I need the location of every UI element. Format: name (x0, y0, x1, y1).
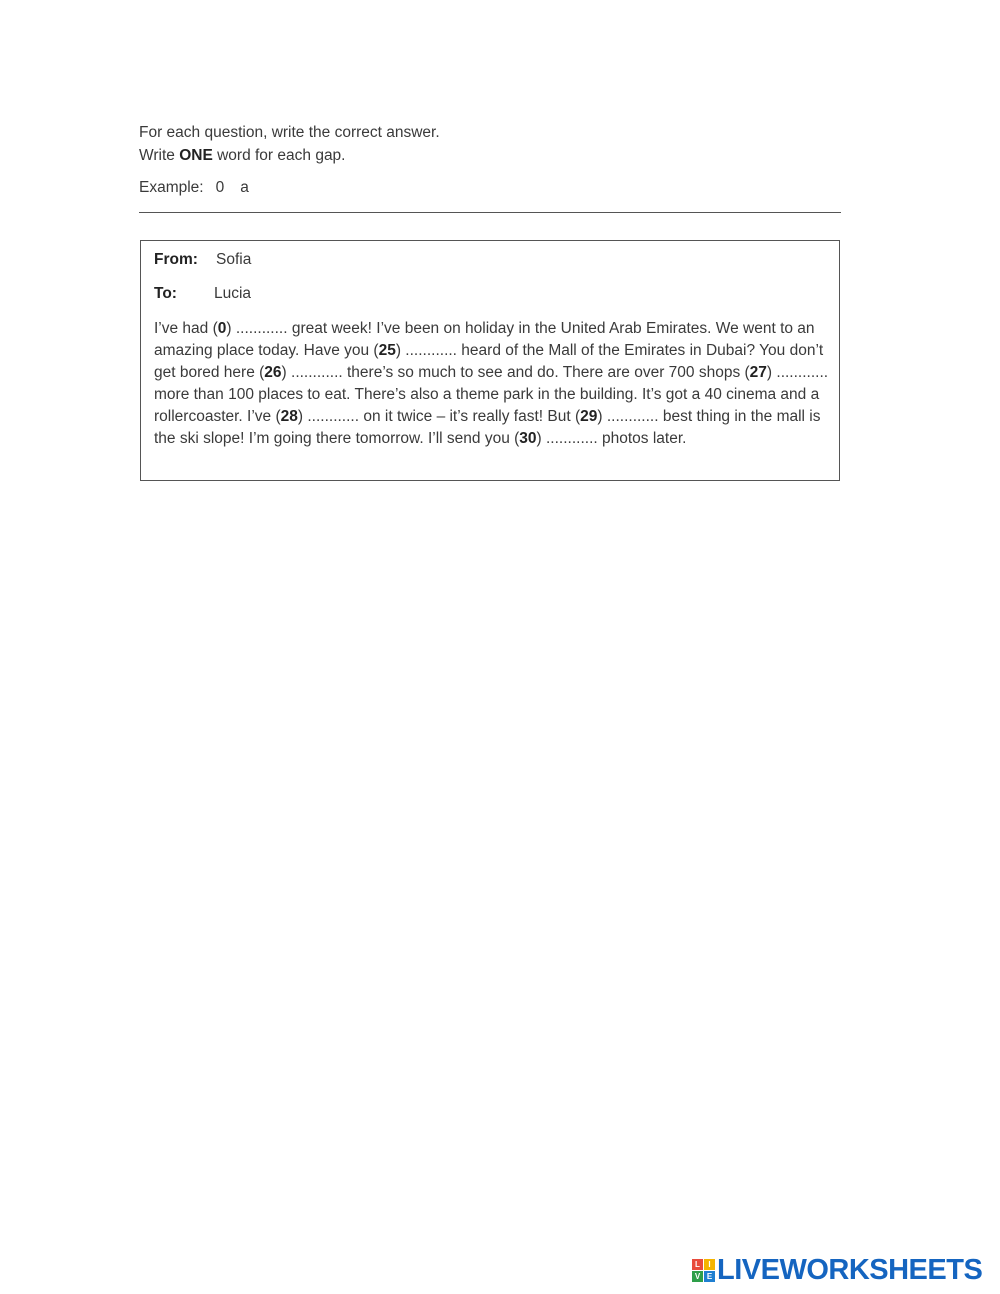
message-text: ) ............ heard of the Mall of the Emirates in Dubai? You don’t get bored here ( (154, 342, 824, 381)
instructions (139, 121, 440, 167)
logo-mark-letter: I (704, 1259, 715, 1270)
example-answer: a (240, 179, 249, 196)
instruction-line-1: For each question, write the correct answer. (139, 124, 440, 141)
logo-mark-icon (692, 1259, 715, 1282)
instruction-line-2-post: word for each gap. (212, 147, 346, 164)
message-text: ) ............ more than 100 places to eat. There’s also a theme park in the building. It’s got a 40 cinema and a rollercoaster. I’ve ( (154, 364, 829, 425)
message-text: ) ............ photos later. (536, 430, 687, 447)
divider-line (139, 212, 841, 213)
email-from-row (154, 250, 251, 270)
instruction-line-2-bold: ONE (179, 147, 213, 164)
gap-number: 29 (580, 408, 598, 425)
logo-mark-letter: E (704, 1271, 715, 1282)
email-from-label: From: (154, 251, 198, 268)
email-message (154, 318, 834, 450)
instruction-line-2 (139, 144, 440, 167)
example-label: Example: (139, 179, 204, 196)
logo-text: LIVEWORKSHEETS (717, 1253, 983, 1286)
message-text: ) ............ best thing in the mall is the ski slope! I’m going there tomorrow. I’ll send you ( (154, 408, 821, 447)
gap-number: 27 (749, 364, 767, 381)
email-to-label: To: (154, 285, 177, 302)
gap-number: 25 (378, 342, 396, 359)
gap-number: 0 (217, 320, 227, 337)
email-to-value: Lucia (214, 285, 252, 302)
example-line (139, 178, 249, 198)
email-from-value: Sofia (216, 251, 252, 268)
email-box (140, 240, 840, 481)
logo-mark-letter: V (692, 1271, 703, 1282)
gap-number: 28 (280, 408, 298, 425)
gap-number: 30 (519, 430, 537, 447)
liveworksheets-logo (692, 1254, 982, 1286)
message-text: ) ............ there’s so much to see and do. There are over 700 shops ( (281, 364, 750, 381)
gap-number: 26 (264, 364, 282, 381)
logo-mark-letter: L (692, 1259, 703, 1270)
example-number: 0 (215, 179, 225, 196)
instruction-line-2-pre: Write (139, 147, 180, 164)
message-text: ) ............ great week! I’ve been on holiday in the United Arab Emirates. We went to an amazing place today. Have you ( (154, 320, 815, 359)
message-text: ) ............ on it twice – it’s really fast! But ( (297, 408, 581, 425)
message-text: I’ve had ( (154, 320, 218, 337)
email-to-row (154, 284, 251, 304)
